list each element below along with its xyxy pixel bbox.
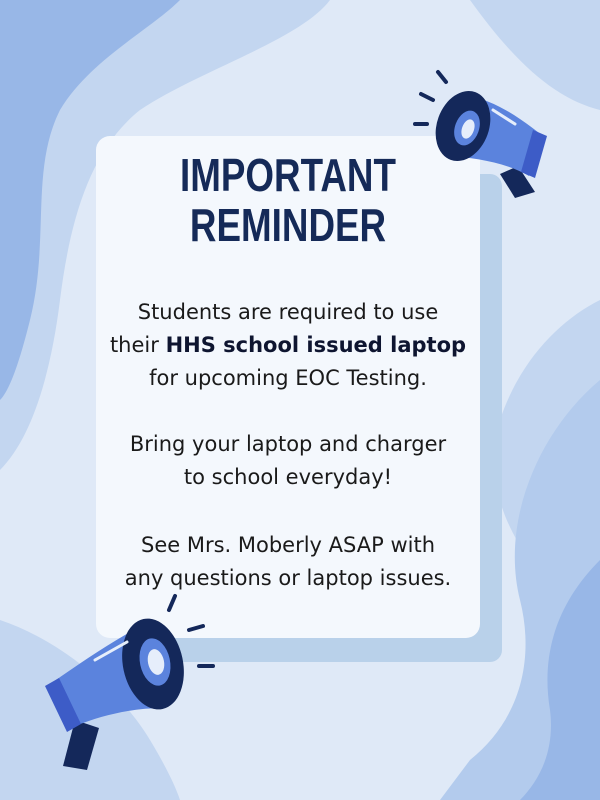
paragraph-laptop-requirement <box>96 296 480 395</box>
paragraph2-line1: Bring your laptop and charger <box>129 432 447 456</box>
paragraph2-line2: to school everyday! <box>183 465 393 489</box>
paragraph-contact <box>96 529 480 595</box>
paragraph1-line2-prefix: their <box>109 333 166 357</box>
paragraph-bring-laptop <box>96 428 480 494</box>
paragraph3-line1: See Mrs. Moberly ASAP with <box>140 533 436 557</box>
megaphone-icon <box>35 590 225 790</box>
paragraph1-line2 <box>96 329 480 362</box>
title-line-1: IMPORTANT <box>179 149 396 201</box>
paragraph1-line3: for upcoming EOC Testing. <box>149 366 427 390</box>
paragraph1-line1: Students are required to use <box>137 300 439 324</box>
laptop-emphasis: HHS school issued laptop <box>165 333 467 357</box>
megaphone-icon <box>405 66 555 206</box>
title-line-2: REMINDER <box>189 199 387 251</box>
paragraph3-line2: any questions or laptop issues. <box>124 566 452 590</box>
